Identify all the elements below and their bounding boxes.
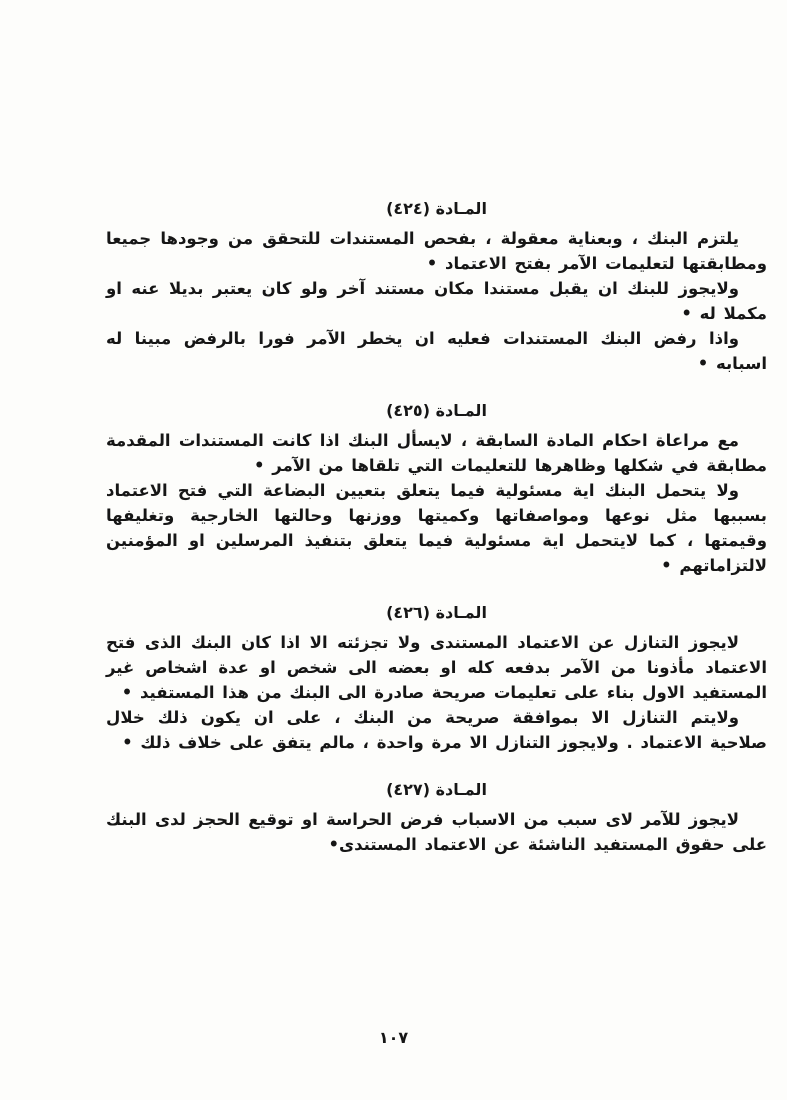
article-425 bbox=[106, 398, 767, 578]
article-425-heading: المـادة (٤٢٥) bbox=[386, 401, 487, 420]
article-424-paragraph-3: واذا رفض البنك المستندات فعليه ان يخطر الآمر فورا بالرفض مبينا له اسبابه • bbox=[106, 329, 767, 373]
page-number: ١٠٧ bbox=[378, 1028, 409, 1047]
article-426 bbox=[106, 600, 767, 755]
document-content bbox=[106, 196, 767, 857]
article-424 bbox=[106, 196, 767, 376]
article-424-paragraph-1: يلتزم البنك ، وبعناية معقولة ، بفحص المستندات للتحقق من وجودها جميعا ومطابقتها لتعليمات الآمر بفتح الاعتماد • bbox=[106, 229, 767, 273]
article-426-heading: المـادة (٤٢٦) bbox=[386, 603, 487, 622]
article-424-paragraph-2: ولايجوز للبنك ان يقبل مستندا مكان مستند آخر ولو كان يعتبر بديلا عنه او مكملا له • bbox=[106, 279, 767, 323]
article-425-paragraph-2: ولا يتحمل البنك اية مسئولية فيما يتعلق بتعيين البضاعة التي فتح الاعتماد بسببها مثل نوعها ومواصفاتها وكميتها ووزنها وحالتها الخارجية وتغليفها وقيمتها ، كما لايتحمل اية مسئولية فيما يتعلق بتنفيذ المرسلين او المؤمنين لالتزاماتهم • bbox=[106, 481, 767, 575]
article-425-paragraph-1: مع مراعاة احكام المادة السابقة ، لايسأل البنك اذا كانت المستندات المقدمة مطابقة في شكلها وظاهرها للتعليمات التي تلقاها من الآمر • bbox=[106, 431, 767, 475]
article-424-heading: المـادة (٤٢٤) bbox=[386, 199, 487, 218]
article-426-paragraph-1: لايجوز التنازل عن الاعتماد المستندى ولا تجزئته الا اذا كان البنك الذى فتح الاعتماد مأذونا من الآمر بدفعه كله او بعضه الى شخص او عدة اشخاص غير المستفيد الاول بناء على تعليمات صريحة صادرة الى البنك من هذا المستفيد • bbox=[106, 633, 767, 702]
article-427-paragraph-1: لايجوز للآمر لاى سبب من الاسباب فرض الحراسة او توقيع الحجز لدى البنك على حقوق المستفيد الناشئة عن الاعتماد المستندى• bbox=[106, 810, 767, 854]
article-426-paragraph-2: ولايتم التنازل الا بموافقة صريحة من البنك ، على ان يكون ذلك خلال صلاحية الاعتماد . ولايجوز التنازل الا مرة واحدة ، مالم يتفق على خلاف ذلك • bbox=[106, 708, 767, 752]
article-427 bbox=[106, 777, 767, 857]
article-427-heading: المـادة (٤٢٧) bbox=[386, 780, 487, 799]
